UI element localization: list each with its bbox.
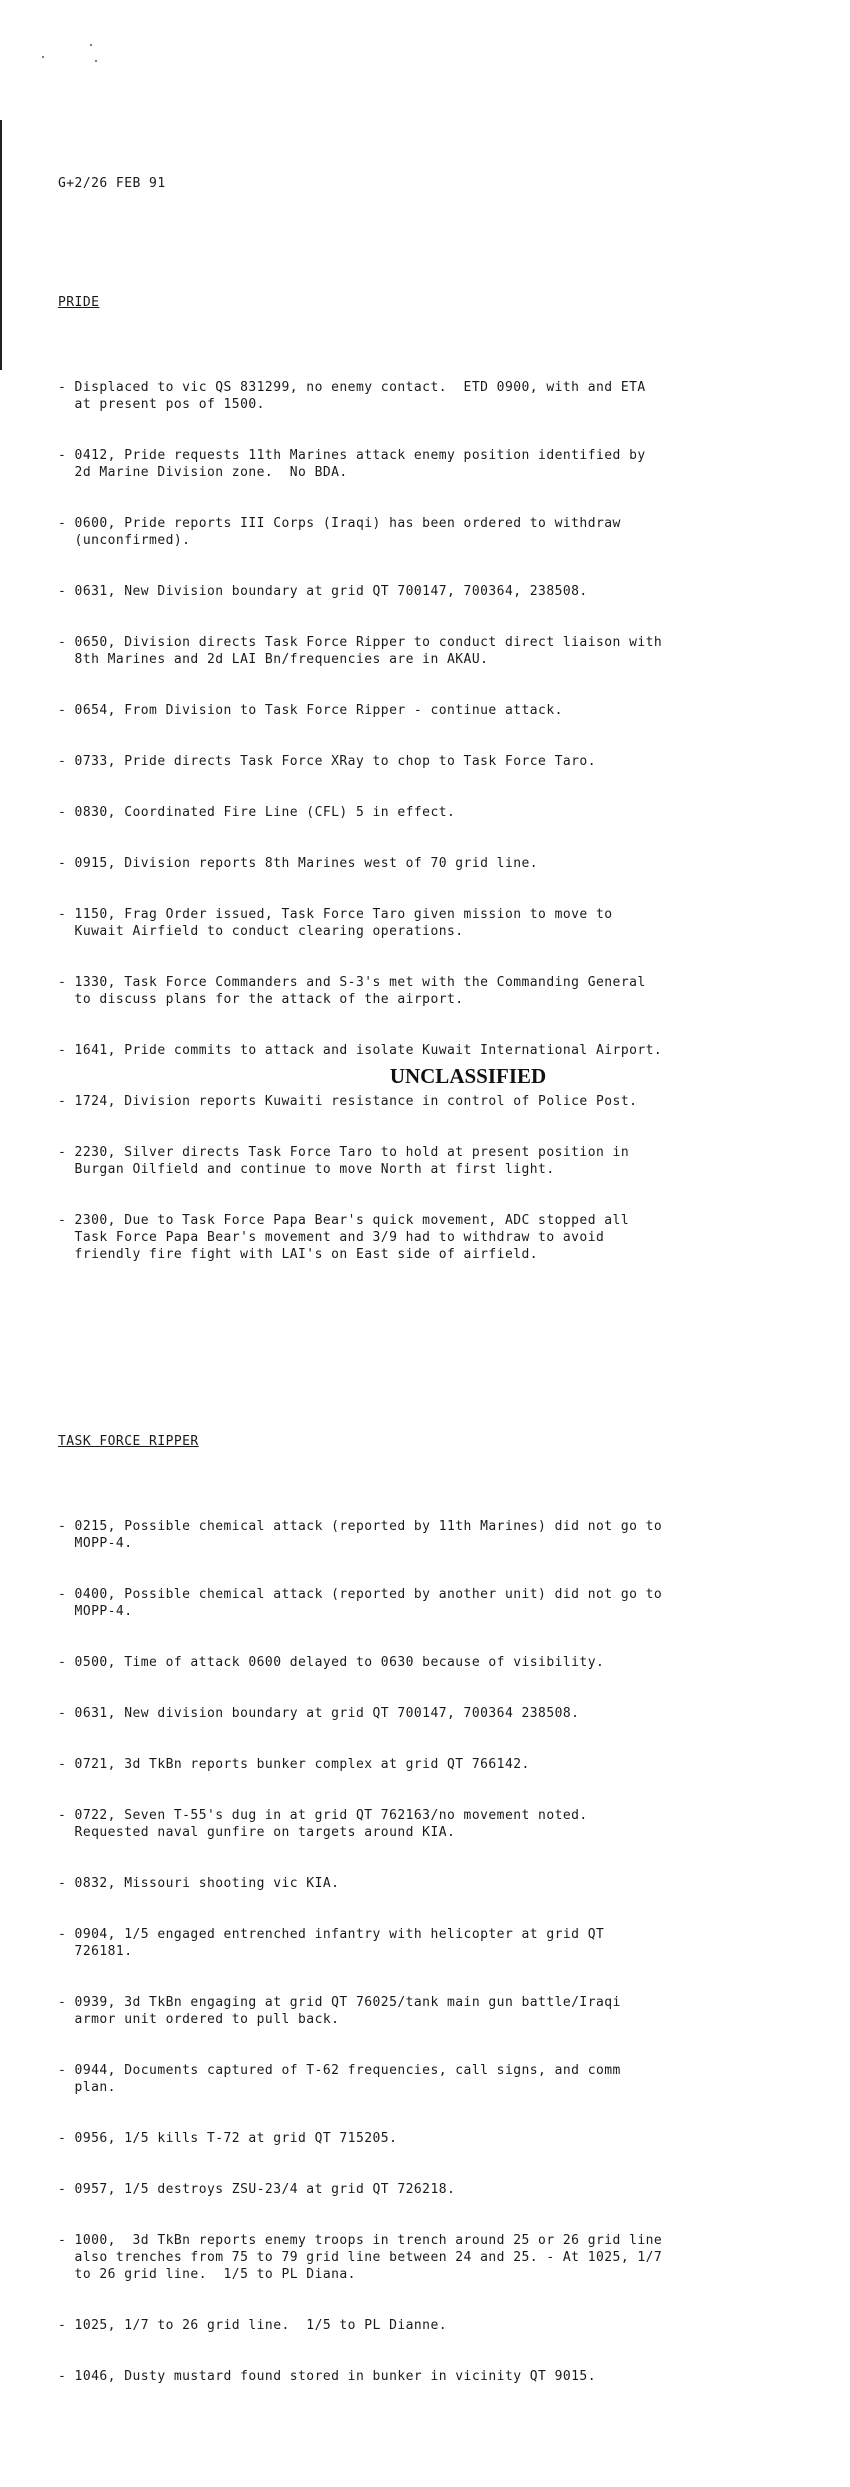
log-entry: - 1046, Dusty mustard found stored in bunker in vicinity QT 9015. <box>58 2369 596 2384</box>
scan-speck <box>42 56 44 58</box>
log-entry: - 0631, New division boundary at grid QT 700147, 700364 238508. <box>58 1706 580 1721</box>
entry-list <box>58 345 818 1297</box>
log-entry: - 1641, Pride commits to attack and isolate Kuwait International Airport. <box>58 1043 663 1058</box>
log-entry: - 0721, 3d TkBn reports bunker complex at grid QT 766142. <box>58 1757 530 1772</box>
log-entry: - 0915, Division reports 8th Marines west of 70 grid line. <box>58 856 539 871</box>
log-entry: - 1330, Task Force Commanders and S-3's met with the Commanding General to discuss plans for the attack of the airport. <box>58 975 646 1007</box>
log-entry: - 0944, Documents captured of T-62 frequencies, call signs, and comm plan. <box>58 2063 621 2095</box>
log-entry: - Displaced to vic QS 831299, no enemy contact. ETD 0900, with and ETA at present pos of 1500. <box>58 380 646 412</box>
log-entry: - 0215, Possible chemical attack (reported by 11th Marines) did not go to MOPP-4. <box>58 1519 663 1551</box>
log-entry: - 1025, 1/7 to 26 grid line. 1/5 to PL Dianne. <box>58 2318 448 2333</box>
log-entry: - 0631, New Division boundary at grid QT 700147, 700364, 238508. <box>58 584 588 599</box>
section-task-force-ripper <box>58 1399 818 2453</box>
log-entry: - 1150, Frag Order issued, Task Force Taro given mission to move to Kuwait Airfield to conduct clearing operations. <box>58 907 613 939</box>
log-entry: - 0722, Seven T-55's dug in at grid QT 762163/no movement noted. Requested naval gunfire on targets around KIA. <box>58 1808 588 1840</box>
scan-speck <box>90 44 92 46</box>
section-pride <box>58 260 818 1331</box>
section-title: PRIDE <box>58 295 100 310</box>
scan-speck <box>95 60 97 62</box>
log-entry: - 2300, Due to Task Force Papa Bear's quick movement, ADC stopped all Task Force Papa Bear's movement and 3/9 had to withdraw to avoid friendly fire fight with LAI's on East side of airfield. <box>58 1213 630 1262</box>
log-entry: - 2230, Silver directs Task Force Taro to hold at present position in Burgan Oilfield and continue to move North at first light. <box>58 1145 630 1177</box>
log-entry: - 0939, 3d TkBn engaging at grid QT 76025/tank main gun battle/Iraqi armor unit ordered to pull back. <box>58 1995 621 2027</box>
log-entry: - 0956, 1/5 kills T-72 at grid QT 715205. <box>58 2131 398 2146</box>
log-entry: - 0830, Coordinated Fire Line (CFL) 5 in effect. <box>58 805 456 820</box>
log-entry: - 0733, Pride directs Task Force XRay to chop to Task Force Taro. <box>58 754 596 769</box>
log-entry: - 1724, Division reports Kuwaiti resistance in control of Police Post. <box>58 1094 638 1109</box>
section-title: TASK FORCE RIPPER <box>58 1434 199 1449</box>
classification-marking: UNCLASSIFIED <box>389 1064 547 1088</box>
log-entry: - 0600, Pride reports III Corps (Iraqi) has been ordered to withdraw (unconfirmed). <box>58 516 621 548</box>
document-body <box>58 141 818 2487</box>
log-entry: - 0832, Missouri shooting vic KIA. <box>58 1876 340 1891</box>
log-entry: - 0654, From Division to Task Force Ripper - continue attack. <box>58 703 563 718</box>
log-entry: - 0500, Time of attack 0600 delayed to 0630 because of visibility. <box>58 1655 605 1670</box>
log-entry: - 0400, Possible chemical attack (reported by another unit) did not go to MOPP-4. <box>58 1587 663 1619</box>
log-entry: - 0957, 1/5 destroys ZSU-23/4 at grid QT 726218. <box>58 2182 456 2197</box>
date-line: G+2/26 FEB 91 <box>58 176 166 191</box>
log-entry: - 1000, 3d TkBn reports enemy troops in trench around 25 or 26 grid line also trenches from 75 to 79 grid line between 24 and 25. - At 1025, 1/7 to 26 grid line. 1/5 to PL Diana. <box>58 2233 663 2282</box>
entry-list <box>58 1484 818 2419</box>
log-entry: - 0412, Pride requests 11th Marines attack enemy position identified by 2d Marine Division zone. No BDA. <box>58 448 646 480</box>
log-entry: - 0650, Division directs Task Force Ripper to conduct direct liaison with 8th Marines and 2d LAI Bn/frequencies are in AKAU. <box>58 635 663 667</box>
log-entry: - 0904, 1/5 engaged entrenched infantry with helicopter at grid QT 726181. <box>58 1927 605 1959</box>
scan-edge-mark <box>0 120 2 370</box>
